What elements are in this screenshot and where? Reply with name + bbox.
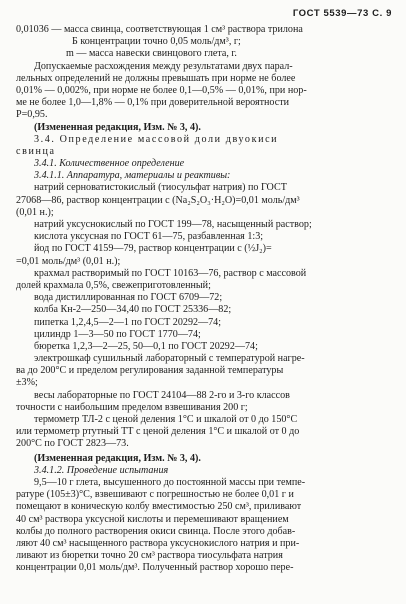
text-line: колбы до полного растворения окиси свинца. После этого добав-	[16, 525, 296, 537]
text-line: йод по ГОСТ 4159—79, раствор концентрации с (½J₂)=	[34, 243, 272, 255]
text-line: точности с наибольшим пределом взвешивания 200 г;	[16, 401, 248, 413]
text-line: свинца	[16, 145, 56, 157]
text-line: ме не более 1,0—1,8% — 0,1% при доверительной вероятности	[16, 97, 290, 109]
text-line: кислота уксусная по ГОСТ 61—75, разбавленная 1:3;	[34, 231, 264, 243]
text-line: 3.4.1.1. Аппаратура, материалы и реактивы:	[34, 170, 231, 182]
text-line: натрий уксуснокислый по ГОСТ 199—78, насыщенный раствор;	[34, 219, 312, 230]
text-line: 9,5—10 г глета, высушенного до постоянной массы при темпе-	[34, 476, 306, 488]
text-line: ва до 200°С и пределом регулирования заданной температуры	[16, 365, 284, 377]
text-line: 0,01036 — масса свинца, соответствующая 1 см³ раствора трилона	[16, 24, 303, 35]
text-line: ±3%;	[16, 377, 38, 389]
text-line: цилиндр 1—3—50 по ГОСТ 1770—74;	[34, 328, 201, 340]
text-line: ратуре (105±3)°С, взвешивают с погрешностью не более 0,01 г и	[16, 489, 294, 501]
page-header	[16, 8, 392, 20]
text-line: ляют 40 см³ насыщенного раствора уксуснокислого натрия и при-	[16, 537, 300, 549]
header-text: ГОСТ 5539—73 С. 9	[292, 8, 392, 19]
text-line: помещают в коническую колбу вместимостью 250 см³, приливают	[16, 501, 302, 513]
text-line: пипетка 1,2,4,5—2—1 по ГОСТ 20292—74;	[34, 316, 222, 328]
text-line: 40 см³ раствора уксусной кислоты и перемешивают вращением	[16, 513, 289, 525]
text-line: концентрации 0,01 моль/дм³. Полученный раствор хорошо пере-	[16, 562, 294, 574]
text-line: 3.4. Определение массовой доли двуокиси	[34, 133, 279, 145]
text-line: электрошкаф сушильный лабораторный с температурой нагре-	[34, 353, 305, 365]
text-line: 0,01% — 0,002%, при норме не более 0,1—0,5% — 0,01%, при нор-	[16, 84, 307, 96]
text-line: или термометр ртутный ТТ с ценой деления 1°С и шкалой от 0 до	[16, 426, 300, 438]
text-line: 3.4.1.2. Проведение испытания	[34, 464, 169, 476]
text-line: 27068—86, раствор концентрации с (Na₂S₂O₃·H₂O)=0,01 моль/дм³	[16, 194, 300, 206]
text-line: P=0,95.	[16, 109, 48, 121]
text-line: колба Кн-2—250—34,40 по ГОСТ 25336—82;	[34, 304, 232, 316]
text-line: Б концентрации точно 0,05 моль/дм³, г;	[72, 36, 241, 48]
text-line: термометр ТЛ-2 с ценой деления 1°С и шкалой от 0 до 150°С	[34, 414, 298, 425]
text-line: (Измененная редакция, Изм. № 3, 4).	[34, 452, 201, 464]
text-line: лельных определений не должны превышать при норме не более	[16, 72, 296, 84]
text-line: =0,01 моль/дм³ (0,01 н.);	[16, 255, 121, 267]
text-line: натрий серноватистокислый (тиосульфат натрия) по ГОСТ	[34, 182, 287, 194]
text-line: весы лабораторные по ГОСТ 24104—88 2-го и 3-го классов	[34, 389, 290, 401]
text-line: вода дистиллированная по ГОСТ 6709—72;	[34, 292, 223, 304]
text-line: m — масса навески свинцового глета, г.	[66, 48, 237, 60]
text-line: Допускаемые расхождения между результатами двух парал-	[34, 60, 293, 72]
text-line: долей крахмала 0,5%, свежеприготовленный;	[16, 279, 211, 291]
text-line: крахмал растворимый по ГОСТ 10163—76, раствор с массовой	[34, 267, 307, 279]
text-line: 200°С по ГОСТ 2823—73.	[16, 438, 129, 450]
text-line: (Измененная редакция, Изм. № 3, 4).	[34, 121, 201, 133]
document-body	[16, 24, 392, 574]
text-line: 3.4.1. Количественное определение	[34, 158, 185, 170]
text-line: ливают из бюретки точно 20 см³ раствора тиосульфата натрия	[16, 550, 283, 562]
text-line: (0,01 н.);	[16, 206, 54, 218]
text-line: бюретка 1,2,3—2—25, 50—0,1 по ГОСТ 20292—74;	[34, 340, 258, 352]
